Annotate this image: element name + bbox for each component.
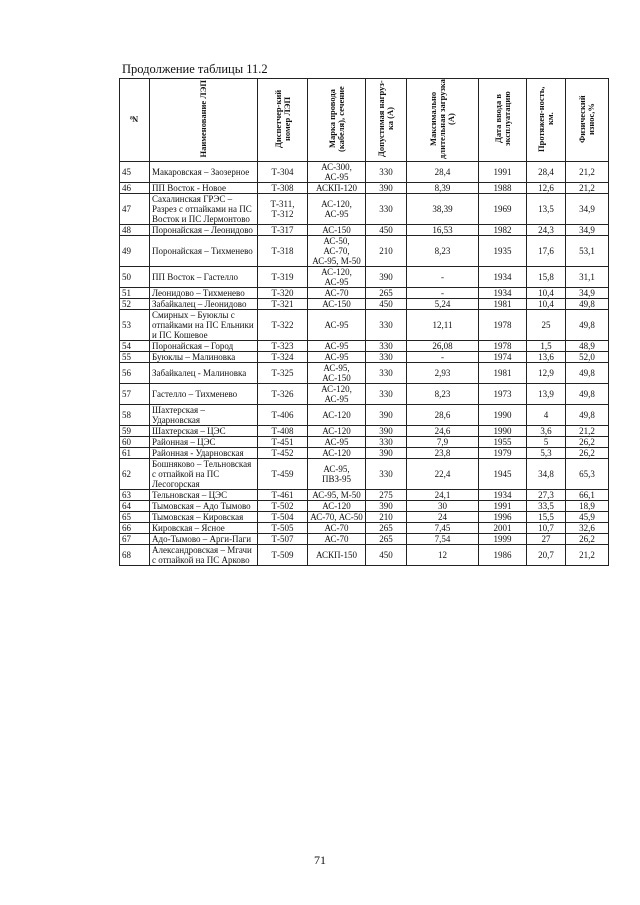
table-row — [120, 545, 609, 566]
table-cell: 1934 — [479, 288, 527, 299]
table-cell: 34,9 — [566, 194, 609, 225]
header-cell — [258, 79, 308, 162]
table-cell: Т-308 — [258, 183, 308, 194]
table-cell: Т-507 — [258, 534, 308, 545]
table-cell: 8,39 — [407, 183, 479, 194]
table-cell: 265 — [366, 288, 407, 299]
table-cell: 47 — [120, 194, 150, 225]
table-cell: 53,1 — [566, 236, 609, 267]
table-cell: 18,9 — [566, 501, 609, 512]
table-cell: АС-70 — [308, 288, 366, 299]
table-cell: 330 — [366, 341, 407, 352]
table-cell: Т-461 — [258, 490, 308, 501]
table-cell: Т-311, Т-312 — [258, 194, 308, 225]
table-cell: 5,3 — [527, 448, 566, 459]
table-row — [120, 405, 609, 426]
table-cell: 15,5 — [527, 512, 566, 523]
table-cell: 12,11 — [407, 310, 479, 341]
table-cell: АС-70 — [308, 523, 366, 534]
table-cell: Т-451 — [258, 437, 308, 448]
table-cell: АС-120 — [308, 405, 366, 426]
table-cell: АС-95, ПВЗ-95 — [308, 459, 366, 490]
table-caption: Продолжение таблицы 11.2 — [122, 62, 268, 76]
header-cell — [566, 79, 609, 162]
table-cell: 15,8 — [527, 267, 566, 288]
table-cell: 330 — [366, 352, 407, 363]
table-cell: 58 — [120, 405, 150, 426]
header-text: Максимально длительная загрузка (А) — [428, 79, 456, 159]
table-cell: 10,7 — [527, 523, 566, 534]
table-cell: 330 — [366, 459, 407, 490]
table-cell: 53 — [120, 310, 150, 341]
table-row — [120, 459, 609, 490]
table-row — [120, 512, 609, 523]
table-cell: 1973 — [479, 384, 527, 405]
table-cell: Тельновская – ЦЭС — [150, 490, 258, 501]
table-row — [120, 288, 609, 299]
page-number: 71 — [314, 853, 326, 867]
table-cell: Забайкалец – Леонидово — [150, 299, 258, 310]
table-row — [120, 299, 609, 310]
table-cell: 66,1 — [566, 490, 609, 501]
table-cell: Александровская – Мгачи с отпайкой на ПС Арково — [150, 545, 258, 566]
table-cell: 7,9 — [407, 437, 479, 448]
table-cell: Кировская – Ясное — [150, 523, 258, 534]
header-text: Допустимая нагруз-ка (А) — [376, 80, 395, 158]
table-cell: Поронайская – Тихменево — [150, 236, 258, 267]
table-cell: 48 — [120, 225, 150, 236]
table-row — [120, 194, 609, 225]
table-cell: 13,9 — [527, 384, 566, 405]
table-cell: Районная - Ударновская — [150, 448, 258, 459]
table-cell: 1981 — [479, 299, 527, 310]
table-cell: 10,4 — [527, 299, 566, 310]
table-row — [120, 534, 609, 545]
table-cell: ПП Восток - Новое — [150, 183, 258, 194]
table-cell: Забайкалец - Малиновка — [150, 363, 258, 384]
table-cell: 57 — [120, 384, 150, 405]
table-cell: 26,2 — [566, 437, 609, 448]
header-cell — [527, 79, 566, 162]
table-cell: 5 — [527, 437, 566, 448]
table-cell: 22,4 — [407, 459, 479, 490]
header-text: Протяжен-ность, км. — [536, 86, 555, 152]
table-cell: 12 — [407, 545, 479, 566]
table-cell: 1969 — [479, 194, 527, 225]
table-cell: Т-320 — [258, 288, 308, 299]
table-cell: 1982 — [479, 225, 527, 236]
table-cell: Районная – ЦЭС — [150, 437, 258, 448]
table-cell: 49,8 — [566, 363, 609, 384]
table-cell: 54 — [120, 341, 150, 352]
table-row — [120, 162, 609, 183]
table-row — [120, 437, 609, 448]
table-cell: 55 — [120, 352, 150, 363]
table-cell: 62 — [120, 459, 150, 490]
header-cell — [150, 79, 258, 162]
table-cell: Поронайская – Леонидово — [150, 225, 258, 236]
table-cell: АСКП-150 — [308, 545, 366, 566]
table-cell: 50 — [120, 267, 150, 288]
table-cell: Бошняково – Тельновская с отпайкой на ПС Лесогорская — [150, 459, 258, 490]
table-cell: Гастелло – Тихменево — [150, 384, 258, 405]
table-cell: 64 — [120, 501, 150, 512]
table-cell: 28,6 — [407, 405, 479, 426]
table-row — [120, 352, 609, 363]
table-cell: Т-326 — [258, 384, 308, 405]
table-cell: 30 — [407, 501, 479, 512]
table-cell: Т-459 — [258, 459, 308, 490]
table-cell: 21,2 — [566, 545, 609, 566]
header-cell — [407, 79, 479, 162]
table-cell: 265 — [366, 534, 407, 545]
power-lines-table — [119, 78, 609, 566]
table-cell: 51 — [120, 288, 150, 299]
table-cell: 25 — [527, 310, 566, 341]
table-cell: 31,1 — [566, 267, 609, 288]
table-cell: 21,2 — [566, 426, 609, 437]
table-cell: 390 — [366, 426, 407, 437]
table-cell: 210 — [366, 512, 407, 523]
table-cell: 1955 — [479, 437, 527, 448]
table-cell: Макаровская – Заозерное — [150, 162, 258, 183]
table-cell: АС-95, АС-150 — [308, 363, 366, 384]
table-cell: 8,23 — [407, 384, 479, 405]
table-cell: 45,9 — [566, 512, 609, 523]
table-cell: 390 — [366, 448, 407, 459]
table-cell: 1935 — [479, 236, 527, 267]
table-cell: 13,5 — [527, 194, 566, 225]
table-cell: 23,8 — [407, 448, 479, 459]
table-cell: 2001 — [479, 523, 527, 534]
table-cell: АС-95 — [308, 437, 366, 448]
table-cell: - — [407, 288, 479, 299]
header-cell — [479, 79, 527, 162]
table-cell: Буюклы – Малиновка — [150, 352, 258, 363]
table-cell: АС-95, М-50 — [308, 490, 366, 501]
table-cell: 49,8 — [566, 310, 609, 341]
table-cell: 330 — [366, 437, 407, 448]
table-cell: Т-304 — [258, 162, 308, 183]
table-cell: 5,24 — [407, 299, 479, 310]
table-cell: АС-120 — [308, 426, 366, 437]
table-cell: Т-509 — [258, 545, 308, 566]
table-cell: Тымовская – Кировская — [150, 512, 258, 523]
table-cell: 34,9 — [566, 288, 609, 299]
table-cell: АС-150 — [308, 225, 366, 236]
table-cell: 330 — [366, 194, 407, 225]
table-cell: 450 — [366, 225, 407, 236]
table-cell: Т-317 — [258, 225, 308, 236]
table-cell: 330 — [366, 310, 407, 341]
table-cell: 27,3 — [527, 490, 566, 501]
header-text: Наименование ЛЭП — [198, 80, 208, 158]
table-cell: 65,3 — [566, 459, 609, 490]
table-cell: 49,8 — [566, 384, 609, 405]
table-row — [120, 363, 609, 384]
table-cell: 65 — [120, 512, 150, 523]
table-cell: 26,2 — [566, 534, 609, 545]
header-cell — [366, 79, 407, 162]
header-cell — [308, 79, 366, 162]
table-cell: Т-502 — [258, 501, 308, 512]
table-cell: 34,9 — [566, 225, 609, 236]
header-row — [120, 79, 609, 162]
table-row — [120, 310, 609, 341]
table-cell: 12,6 — [527, 183, 566, 194]
table-cell: 1978 — [479, 341, 527, 352]
table-cell: 7,54 — [407, 534, 479, 545]
table-cell: АС-120, АС-95 — [308, 194, 366, 225]
table-cell: Сахалинская ГРЭС – Разрез с отпайками на ПС Восток и ПС Лермонтово — [150, 194, 258, 225]
table-cell: 8,23 — [407, 236, 479, 267]
table-cell: 12,9 — [527, 363, 566, 384]
header-text: Марка провода (кабеля), сечение — [326, 86, 346, 152]
table-cell: 1945 — [479, 459, 527, 490]
table-cell: 1978 — [479, 310, 527, 341]
table-cell: 28,4 — [527, 162, 566, 183]
table-cell: 330 — [366, 363, 407, 384]
table-row — [120, 225, 609, 236]
table-cell: 390 — [366, 183, 407, 194]
table-cell: 450 — [366, 299, 407, 310]
table-cell: 61 — [120, 448, 150, 459]
header-text: № — [129, 114, 139, 124]
table-cell: 275 — [366, 490, 407, 501]
table-cell: 330 — [366, 162, 407, 183]
table-cell: АС-120, АС-95 — [308, 267, 366, 288]
table-cell: 330 — [366, 384, 407, 405]
table-cell: 49,8 — [566, 405, 609, 426]
table-cell: 33,5 — [527, 501, 566, 512]
table-cell: 1986 — [479, 545, 527, 566]
table-cell: 56 — [120, 363, 150, 384]
table-cell: 1999 — [479, 534, 527, 545]
table-row — [120, 267, 609, 288]
table-cell: 21,2 — [566, 162, 609, 183]
table-cell: 1990 — [479, 405, 527, 426]
table-cell: 2,93 — [407, 363, 479, 384]
table-cell: 16,53 — [407, 225, 479, 236]
table-row — [120, 183, 609, 194]
table-cell: Т-325 — [258, 363, 308, 384]
table-cell: 1934 — [479, 267, 527, 288]
table-cell: Поронайская – Город — [150, 341, 258, 352]
table-cell: 1991 — [479, 501, 527, 512]
table-cell: 20,7 — [527, 545, 566, 566]
table-cell: 17,6 — [527, 236, 566, 267]
header-text: Физический износ,% — [577, 95, 596, 143]
table-row — [120, 448, 609, 459]
table-cell: 1,5 — [527, 341, 566, 352]
table-cell: 1981 — [479, 363, 527, 384]
table-cell: 38,39 — [407, 194, 479, 225]
table-cell: Тымовская – Адо Тымово — [150, 501, 258, 512]
table-cell: 24,6 — [407, 426, 479, 437]
table-cell: 210 — [366, 236, 407, 267]
table-cell: Т-452 — [258, 448, 308, 459]
table-cell: 66 — [120, 523, 150, 534]
table-cell: 1996 — [479, 512, 527, 523]
table-cell: Т-319 — [258, 267, 308, 288]
table-cell: 390 — [366, 405, 407, 426]
table-cell: 48,9 — [566, 341, 609, 352]
table-cell: - — [407, 352, 479, 363]
table-cell: 27 — [527, 534, 566, 545]
table-cell: Т-406 — [258, 405, 308, 426]
table-cell: Т-408 — [258, 426, 308, 437]
table-cell: 7,45 — [407, 523, 479, 534]
table-cell: 1990 — [479, 426, 527, 437]
table-cell: Адо-Тымово – Арги-Паги — [150, 534, 258, 545]
table-cell: 45 — [120, 162, 150, 183]
table-cell: 24,3 — [527, 225, 566, 236]
table-cell: Т-324 — [258, 352, 308, 363]
table-cell: 24 — [407, 512, 479, 523]
table-cell: Т-318 — [258, 236, 308, 267]
table-cell: Т-505 — [258, 523, 308, 534]
table-cell: 1974 — [479, 352, 527, 363]
table-cell: 59 — [120, 426, 150, 437]
table-cell: Т-323 — [258, 341, 308, 352]
table-cell: Т-322 — [258, 310, 308, 341]
table-cell: - — [407, 267, 479, 288]
table-row — [120, 501, 609, 512]
table-cell: 28,4 — [407, 162, 479, 183]
table-row — [120, 523, 609, 534]
table-cell: АС-70, АС-50 — [308, 512, 366, 523]
table-row — [120, 236, 609, 267]
table-row — [120, 426, 609, 437]
table-cell: АС-95 — [308, 310, 366, 341]
table-cell: 1934 — [479, 490, 527, 501]
table-cell: 60 — [120, 437, 150, 448]
table-cell: Шахтерская – Ударновская — [150, 405, 258, 426]
table-cell: АС-120 — [308, 448, 366, 459]
table-cell: 68 — [120, 545, 150, 566]
table-cell: 26,08 — [407, 341, 479, 352]
table-cell: 1988 — [479, 183, 527, 194]
table-cell: 46 — [120, 183, 150, 194]
header-text: Диспетчер-кий номер ЛЭП — [272, 89, 292, 149]
table-cell: 1979 — [479, 448, 527, 459]
table-cell: 1991 — [479, 162, 527, 183]
table-cell: АС-95 — [308, 341, 366, 352]
table-cell: 52 — [120, 299, 150, 310]
table-cell: 49,8 — [566, 299, 609, 310]
table-cell: АС-150 — [308, 299, 366, 310]
table-cell: Т-321 — [258, 299, 308, 310]
table-cell: АС-300, АС-95 — [308, 162, 366, 183]
table-cell: Шахтерская – ЦЭС — [150, 426, 258, 437]
table-cell: 10,4 — [527, 288, 566, 299]
table-row — [120, 490, 609, 501]
table-cell: 34,8 — [527, 459, 566, 490]
table-cell: 390 — [366, 267, 407, 288]
table-cell: Леонидово – Тихменево — [150, 288, 258, 299]
table-cell: 52,0 — [566, 352, 609, 363]
table-cell: 63 — [120, 490, 150, 501]
table-cell: 4 — [527, 405, 566, 426]
table-cell: 67 — [120, 534, 150, 545]
table-cell: АС-50, АС-70, АС-95, М-50 — [308, 236, 366, 267]
table-cell: 21,2 — [566, 183, 609, 194]
table-cell: 265 — [366, 523, 407, 534]
table-cell: АС-95 — [308, 352, 366, 363]
header-text: Дата ввода в эксплуатацию — [492, 91, 512, 147]
table-row — [120, 384, 609, 405]
table-cell: АС-120, АС-95 — [308, 384, 366, 405]
table-cell: 26,2 — [566, 448, 609, 459]
table-row — [120, 341, 609, 352]
table-cell: 32,6 — [566, 523, 609, 534]
table-cell: 24,1 — [407, 490, 479, 501]
table-cell: АС-120 — [308, 501, 366, 512]
table-cell: 13,6 — [527, 352, 566, 363]
table-cell: 49 — [120, 236, 150, 267]
table-cell: Смирных – Буюклы с отпайками на ПС Ельники и ПС Кошевое — [150, 310, 258, 341]
table-cell: АС-70 — [308, 534, 366, 545]
table-cell: АСКП-120 — [308, 183, 366, 194]
table-cell: Т-504 — [258, 512, 308, 523]
table-cell: ПП Восток – Гастелло — [150, 267, 258, 288]
table-body — [120, 162, 609, 566]
table-cell: 3,6 — [527, 426, 566, 437]
header-cell — [120, 79, 150, 162]
table-cell: 390 — [366, 501, 407, 512]
table-cell: 450 — [366, 545, 407, 566]
